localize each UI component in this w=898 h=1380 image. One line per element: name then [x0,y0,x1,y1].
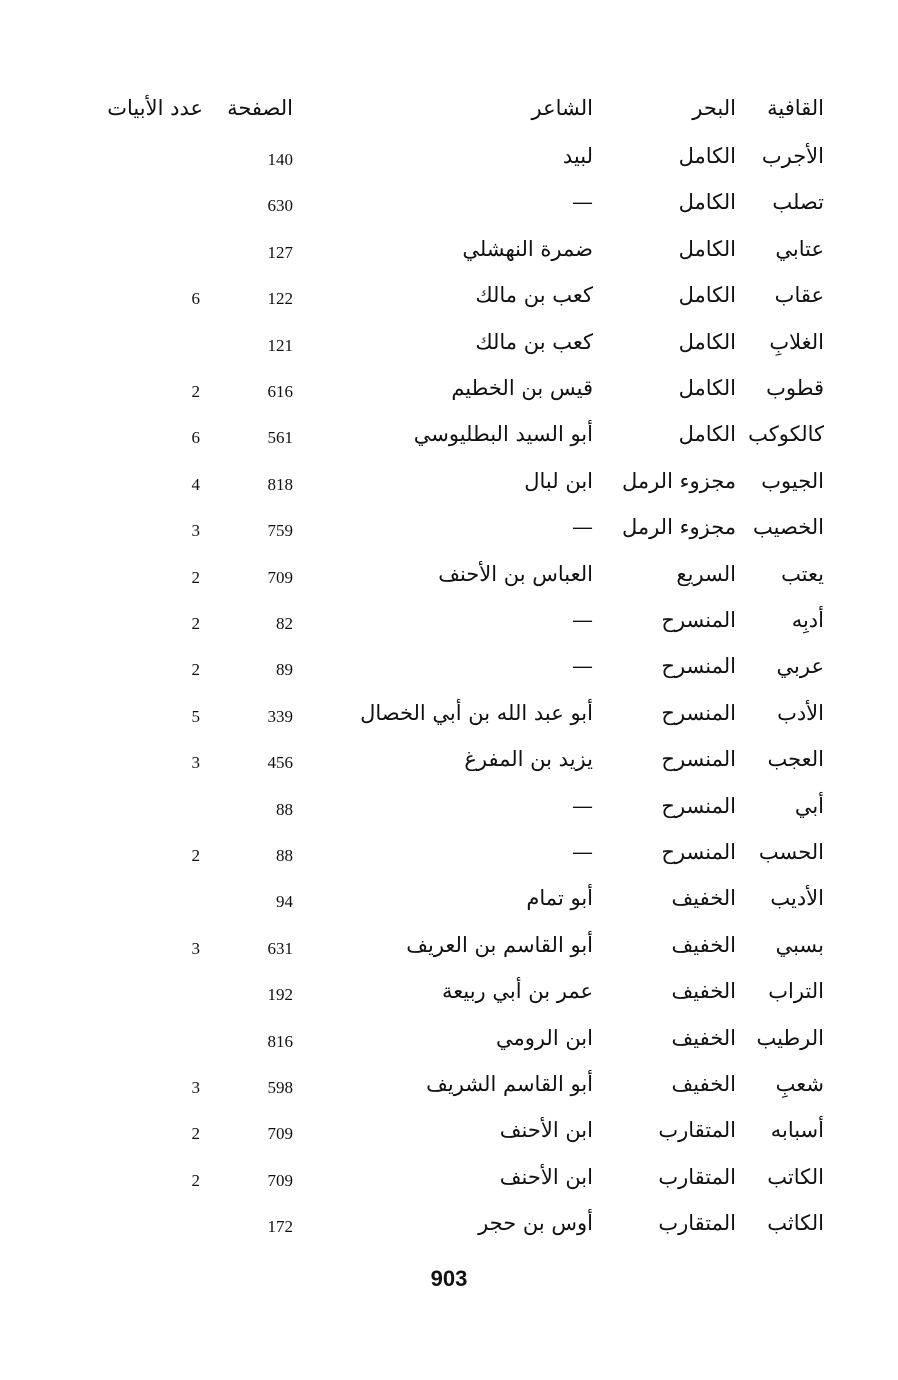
cell-safha: 140 [267,150,293,169]
header-qafiya: القافية [767,96,824,120]
table-row [0,515,898,555]
cell-shaer: كعب بن مالك [475,329,593,354]
cell-safha: 816 [267,1031,293,1051]
cell-abyat: 5 [191,706,200,726]
table-row [0,1072,898,1112]
cell-shaer: لبيد [562,144,593,168]
cell-bahr: المنسرح [661,840,736,864]
cell-qafiya: عربي [776,654,824,679]
cell-abyat: 2 [191,660,200,680]
cell-bahr: المنسرح [661,793,736,818]
page-number: 903 [430,1266,468,1291]
cell-qafiya: الأجرب [761,144,824,168]
cell-qafiya: العجب [767,747,824,772]
cell-shaer: — [572,793,593,818]
cell-abyat: 3 [191,753,200,773]
table-row [0,933,898,973]
cell-safha: 818 [267,474,293,494]
table-row [0,886,898,926]
cell-abyat: 2 [191,614,200,633]
cell-safha: 631 [267,938,293,958]
table-row [0,654,898,694]
table-row [0,422,898,462]
cell-qafiya: تصلب [772,190,824,215]
cell-safha: 456 [267,753,293,773]
cell-qafiya: الحسب [758,840,824,864]
cell-bahr: المتقارب [658,1164,736,1189]
table-row [0,330,898,370]
table-row [0,237,898,277]
header-bahr: البحر [692,96,736,120]
cell-safha: 630 [267,196,293,216]
table-row [0,190,898,230]
cell-safha: 172 [267,1217,293,1237]
cell-shaer: — [572,608,593,632]
table-row [0,1026,898,1066]
cell-qafiya: شعبِ [775,1072,824,1096]
cell-qafiya: قطوب [766,376,824,400]
cell-shaer: أبو تمام [526,886,593,911]
cell-bahr: الكامل [678,283,736,308]
cell-qafiya: الرطيب [756,1025,824,1050]
cell-safha: 94 [276,892,293,912]
cell-shaer: ابن الرومي [495,1025,593,1050]
cell-shaer: أبو القاسم بن العريف [406,932,593,957]
cell-qafiya: أبي [794,793,824,818]
cell-safha: 192 [267,985,293,1005]
cell-bahr: الكامل [678,329,736,354]
table-row [0,144,898,184]
cell-safha: 121 [267,335,293,355]
cell-qafiya: عتابي [775,236,824,261]
cell-abyat: 3 [191,521,200,541]
cell-qafiya: أدبِه [791,608,824,632]
cell-shaer: — [572,190,593,215]
cell-qafiya: الأديب [770,886,824,911]
cell-qafiya: التراب [768,979,824,1004]
cell-qafiya: يعتب [781,561,824,586]
cell-bahr: الخفيف [671,1072,736,1096]
cell-qafiya: كالكوكب [748,422,824,447]
cell-abyat: 2 [191,1170,200,1190]
cell-shaer: أبو السيد البطليوسي [413,422,593,447]
cell-qafiya: الكاثب [767,1211,824,1236]
cell-shaer: ضمرة النهشلي [462,236,593,261]
cell-bahr: الكامل [678,422,736,447]
cell-shaer: أبو عبد الله بن أبي الخصال [360,700,593,725]
cell-abyat: 3 [191,938,200,958]
cell-abyat: 4 [191,474,200,494]
cell-bahr: السريع [676,561,736,586]
cell-abyat: 6 [191,289,200,309]
cell-bahr: المنسرح [661,747,736,772]
cell-safha: 122 [267,289,293,309]
cell-shaer: أوس بن حجر [478,1211,593,1236]
cell-bahr: الكامل [678,236,736,261]
cell-safha: 82 [276,614,293,633]
cell-bahr: الكامل [678,190,736,215]
cell-safha: 616 [267,382,293,401]
cell-qafiya: الجيوب [761,468,824,493]
cell-bahr: الكامل [678,144,736,168]
cell-shaer: ابن لبال [524,468,593,493]
cell-abyat: 6 [191,428,200,448]
table-row [0,701,898,741]
cell-shaer: — [572,840,593,864]
table-row [0,979,898,1019]
cell-shaer: أبو القاسم الشريف [426,1072,593,1096]
cell-shaer: — [572,515,593,540]
table-row [0,1165,898,1205]
table-row [0,747,898,787]
cell-safha: 709 [267,1170,293,1190]
header-safha: الصفحة [227,96,293,120]
cell-qafiya: الأدب [777,700,824,725]
cell-safha: 709 [267,1124,293,1144]
cell-safha: 88 [276,846,293,865]
table-row [0,1118,898,1158]
cell-bahr: مجزوء الرمل [621,515,736,540]
cell-qafiya: عقاب [774,283,824,308]
cell-shaer: ابن الأحنف [499,1118,593,1143]
cell-abyat: 3 [191,1078,200,1097]
cell-safha: 89 [276,660,293,680]
cell-abyat: 2 [191,567,200,587]
cell-qafiya: الكاتب [767,1164,824,1189]
cell-bahr: الخفيف [671,979,736,1004]
cell-safha: 759 [267,521,293,541]
cell-qafiya: بسبي [775,932,824,957]
table-row [0,794,898,834]
cell-shaer: قيس بن الخطيم [451,376,593,400]
cell-bahr: الخفيف [671,886,736,911]
cell-bahr: الكامل [678,376,736,400]
cell-bahr: المنسرح [661,700,736,725]
cell-qafiya: الخصيب [753,515,824,540]
cell-safha: 127 [267,242,293,262]
header-abyat: عدد الأبيات [107,96,203,120]
cell-bahr: الخفيف [671,1025,736,1050]
cell-bahr: المنسرح [661,608,736,632]
cell-shaer: عمر بن أبي ربيعة [441,979,593,1004]
cell-bahr: مجزوء الرمل [621,468,736,493]
table-row [0,1211,898,1251]
cell-abyat: 2 [191,382,200,401]
table-row [0,840,898,880]
cell-shaer: كعب بن مالك [475,283,593,308]
cell-safha: 598 [267,1078,293,1097]
cell-shaer: يزيد بن المفرغ [464,747,593,772]
cell-shaer: — [572,654,593,679]
cell-qafiya: الغلابِ [769,329,824,354]
cell-shaer: ابن الأحنف [499,1164,593,1189]
table-header [0,96,898,136]
cell-abyat: 2 [191,846,200,865]
table-row [0,376,898,416]
cell-bahr: المتقارب [658,1118,736,1143]
cell-safha: 709 [267,567,293,587]
cell-abyat: 2 [191,1124,200,1144]
cell-bahr: الخفيف [671,932,736,957]
cell-shaer: العباس بن الأحنف [438,561,593,586]
table-row [0,283,898,323]
cell-qafiya: أسبابه [770,1118,824,1143]
cell-bahr: المتقارب [658,1211,736,1236]
cell-safha: 339 [267,706,293,726]
table-row [0,608,898,648]
table-row [0,562,898,602]
header-shaer: الشاعر [531,96,593,120]
cell-bahr: المنسرح [661,654,736,679]
table-row [0,469,898,509]
cell-safha: 88 [276,799,293,819]
cell-safha: 561 [267,428,293,448]
